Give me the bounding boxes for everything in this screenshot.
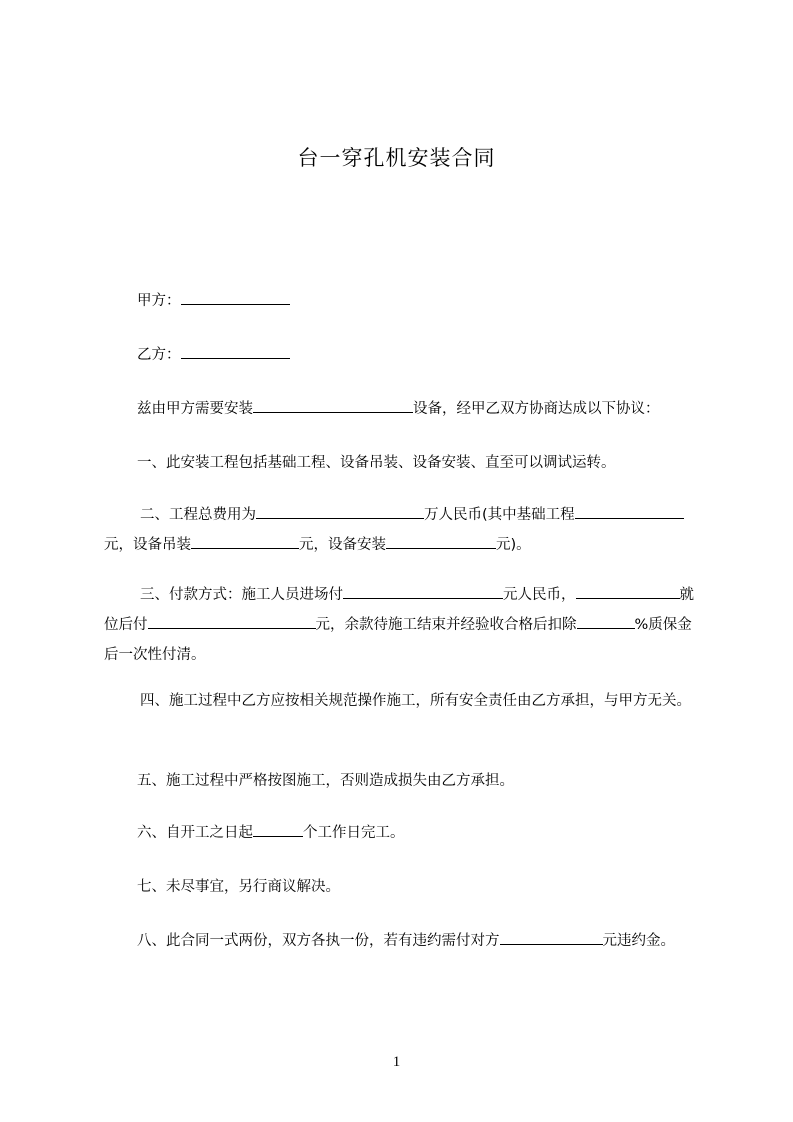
foundation-cost-blank-cont[interactable] [668,503,684,519]
clause-6-text-2: 个工作日完工。 [303,825,405,841]
clause-3-text-2: 元人民币， [503,587,576,603]
clause-2-text-4: 元，设备安装 [299,537,386,553]
clause-3-text-3: 就位后付 [104,587,694,633]
clause-5-text: 五、施工过程中严格按图施工，否则造成损失由乙方承担。 [137,773,514,789]
hoisting-cost-blank[interactable] [191,533,299,549]
retention-percent-blank[interactable] [577,613,625,629]
clause-1-text: 一、此安装工程包括基础工程、设备吊装、设备安装、直至可以调试运转。 [137,455,616,471]
clause-6 [104,818,702,848]
intro-text-1: 兹由甲方需要安装 [137,401,253,417]
clause-2 [104,500,702,560]
clause-5 [104,766,702,796]
clause-3-text-1: 三、付款方式：施工人员进场付 [140,587,343,603]
positioning-payment-blank[interactable] [148,613,316,629]
clause-8 [104,926,702,956]
clause-3-text-5: %质保金后一次性付清。 [104,617,692,663]
clause-8-text-1: 八、此合同一式两份，双方各执一份，若有违约需付对方 [137,933,500,949]
clause-2-text-2: 万人民币(其中基础工程 [424,507,575,523]
clause-3-text-4: 元，余款待施工结束并经验收合格后扣除 [315,617,577,633]
milestone-blank-cont[interactable] [652,583,680,599]
workdays-blank[interactable] [253,821,303,837]
document-title: 台一穿孔机安装合同 [297,146,496,170]
clause-2-text-5: 元)。 [496,537,531,553]
clause-1 [104,448,702,478]
party-b-line [104,340,702,370]
clause-3 [104,580,702,670]
clause-4-text: 四、施工过程中乙方应按相关规范操作施工，所有安全责任由乙方承担，与甲方无关。 [140,693,691,709]
clause-7 [104,872,702,902]
party-b-label: 乙方： [137,347,181,363]
clause-4 [104,686,702,716]
clause-7-text: 七、未尽事宜，另行商议解决。 [137,879,340,895]
party-a-line [104,286,702,316]
clause-2-text-1: 二、工程总费用为 [140,507,256,523]
party-a-blank[interactable] [181,289,290,305]
milestone-blank[interactable] [576,583,652,599]
party-a-label: 甲方： [137,293,181,309]
foundation-cost-blank[interactable] [575,503,668,519]
intro-paragraph [104,394,702,424]
entry-payment-blank[interactable] [343,583,503,599]
intro-text-2: 设备，经甲乙双方协商达成以下协议： [413,401,660,417]
total-cost-blank[interactable] [256,503,424,519]
party-b-blank[interactable] [181,343,290,359]
equipment-blank[interactable] [253,397,413,413]
penalty-blank[interactable] [500,929,603,945]
retention-percent-blank-cont[interactable] [625,613,635,629]
clause-8-text-2: 元违约金。 [602,933,675,949]
installation-cost-blank[interactable] [386,533,496,549]
clause-2-text-3: 元，设备吊装 [104,537,191,553]
page-number: 1 [392,1054,401,1070]
clause-6-text-1: 六、自开工之日起 [137,825,253,841]
